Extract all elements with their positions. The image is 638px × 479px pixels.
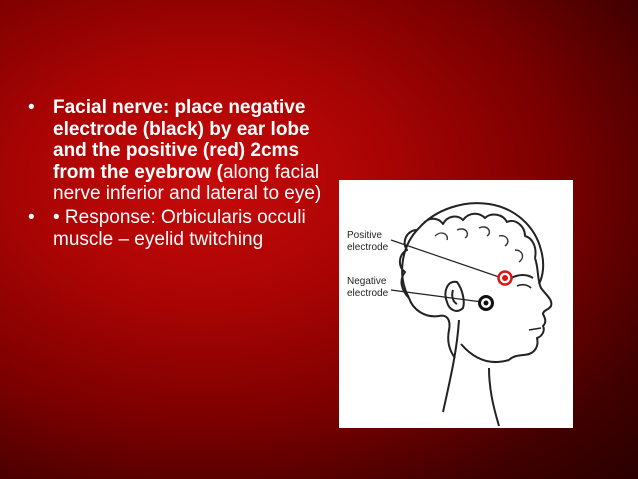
hair-curls — [435, 227, 522, 262]
bullet-normal-text: along facial nerve inferior and lateral to eye) — [53, 161, 322, 205]
positive-leader-line — [391, 240, 502, 278]
bullet-list — [28, 97, 328, 252]
negative-label-line2: electrode — [347, 288, 389, 299]
bullet-bold-paren: ( — [216, 161, 223, 183]
bullet-marker: • — [28, 206, 35, 228]
face-illustration — [339, 180, 573, 428]
positive-label-line2: electrode — [347, 242, 389, 253]
negative-electrode-center — [484, 301, 489, 306]
ear — [445, 282, 463, 311]
bullet-response-text: • Response: Orbicularis occuli muscle – eyelid twitching — [53, 206, 306, 250]
bullet-response — [28, 207, 328, 250]
bullet-bold-text: Facial nerve: place negative electrode (black) by ear lobe and the positive (red) 2cms from the eyebrow — [53, 97, 310, 183]
face-profile — [509, 258, 551, 360]
neck — [443, 320, 509, 426]
mouth — [529, 328, 541, 330]
positive-electrode-center — [502, 275, 508, 281]
bullet-facial-nerve — [28, 97, 328, 205]
bullet-marker: • — [28, 97, 35, 118]
eye — [517, 285, 531, 288]
negative-label-line1: Negative — [347, 276, 387, 287]
face-electrode-diagram — [339, 180, 573, 428]
eyebrow — [511, 275, 533, 278]
negative-leader-line — [391, 290, 482, 302]
positive-label-line1: Positive — [347, 230, 383, 241]
